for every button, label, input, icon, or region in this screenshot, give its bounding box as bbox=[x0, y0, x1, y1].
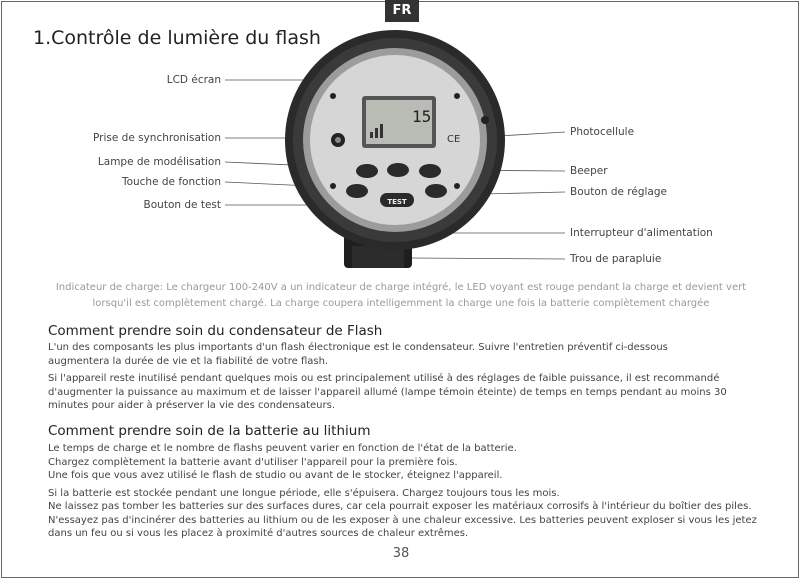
label-model-lamp: Lampe de modélisation bbox=[97, 156, 221, 168]
section2-heading: Comment prendre soin de la batterie au lithium bbox=[48, 423, 371, 439]
function-button bbox=[346, 184, 368, 198]
language-badge: FR bbox=[385, 0, 419, 22]
power-indicator bbox=[481, 116, 489, 124]
label-sync: Prise de synchronisation bbox=[93, 132, 221, 144]
right-adjust-button bbox=[425, 184, 447, 198]
ce-mark: CE bbox=[447, 134, 461, 145]
adjust-button bbox=[419, 164, 441, 178]
test-button-label: TEST bbox=[387, 198, 407, 206]
screw bbox=[330, 183, 336, 189]
charge-caption-line1: Indicateur de charge: Le chargeur 100-240V a un indicateur de charge intégré, le LED voyant est rouge pendant la charge et devient vert bbox=[55, 282, 747, 293]
label-umbrella: Trou de parapluie bbox=[570, 253, 662, 265]
label-photocell: Photocellule bbox=[570, 126, 635, 138]
lcd-bar bbox=[375, 128, 378, 138]
label-adjust: Bouton de réglage bbox=[570, 186, 667, 198]
section2-text: Le temps de charge et le nombre de flashs peuvent varier en fonction de l'état de la batterie. Chargez complètement la batterie avant d'utiliser l'appareil pour la première fois. Une fois que vous avez utilisé le flash de studio ou avant de le stocker, éteignez l'appareil. Si la batterie est stockée pendant une longue période, elle s'épuisera. Chargez toujours tous les mois. Ne laissez pas tomber les batteries sur des surfaces dures, car cela pourrait exposer les matériaux corrosifs à l'intérieur du boîtier des piles. N'essayez pas d'incinérer des batteries au lithium ou de les exposer à une chaleur excessive. Les batteries peuvent exploser si vous les jetez dans un feu ou si vous les placez à proximité d'autres sources de chaleur extrêmes. bbox=[48, 443, 757, 539]
lcd-readout: 15 bbox=[412, 107, 432, 126]
screw bbox=[454, 183, 460, 189]
lcd-bar bbox=[370, 132, 373, 138]
page-number: 38 bbox=[392, 546, 410, 561]
beeper-button bbox=[387, 163, 409, 177]
screw bbox=[454, 93, 460, 99]
model-lamp-button bbox=[356, 164, 378, 178]
flash-device-illustration bbox=[0, 0, 802, 290]
label-test-button: Bouton de test bbox=[143, 199, 221, 211]
screw bbox=[330, 93, 336, 99]
charge-caption-line2: lorsqu'il est complètement chargé. La charge coupera intelligemment la charge une fois la batterie complètement chargée bbox=[92, 298, 710, 309]
lcd-bar bbox=[380, 124, 383, 138]
leader-umbrella bbox=[410, 258, 565, 259]
label-power: Interrupteur d'alimentation bbox=[570, 227, 713, 239]
label-function-key: Touche de fonction bbox=[121, 176, 221, 188]
section1-text: L'un des composants les plus importants d'un flash électronique est le condensateur. Suivre l'entretien préventif ci-dessous augmentera la durée de vie et la fiabilité de votre flash. Si l'appareil reste inutilisé pendant quelques mois ou est principalement utilisé à des réglages de faible puissance, il est recommandé d'augmenter la puissance au maximum et de laisser l'appareil allumé (lampe témoin éteinte) de temps en temps pendant au moins 30 minutes pour aider à préserver la vie des condensateurs. bbox=[48, 342, 727, 411]
label-beeper: Beeper bbox=[570, 165, 608, 177]
label-lcd: LCD écran bbox=[166, 74, 221, 86]
page-title: 1.Contrôle de lumière du flash bbox=[33, 27, 321, 49]
section1-heading: Comment prendre soin du condensateur de Flash bbox=[48, 323, 383, 339]
